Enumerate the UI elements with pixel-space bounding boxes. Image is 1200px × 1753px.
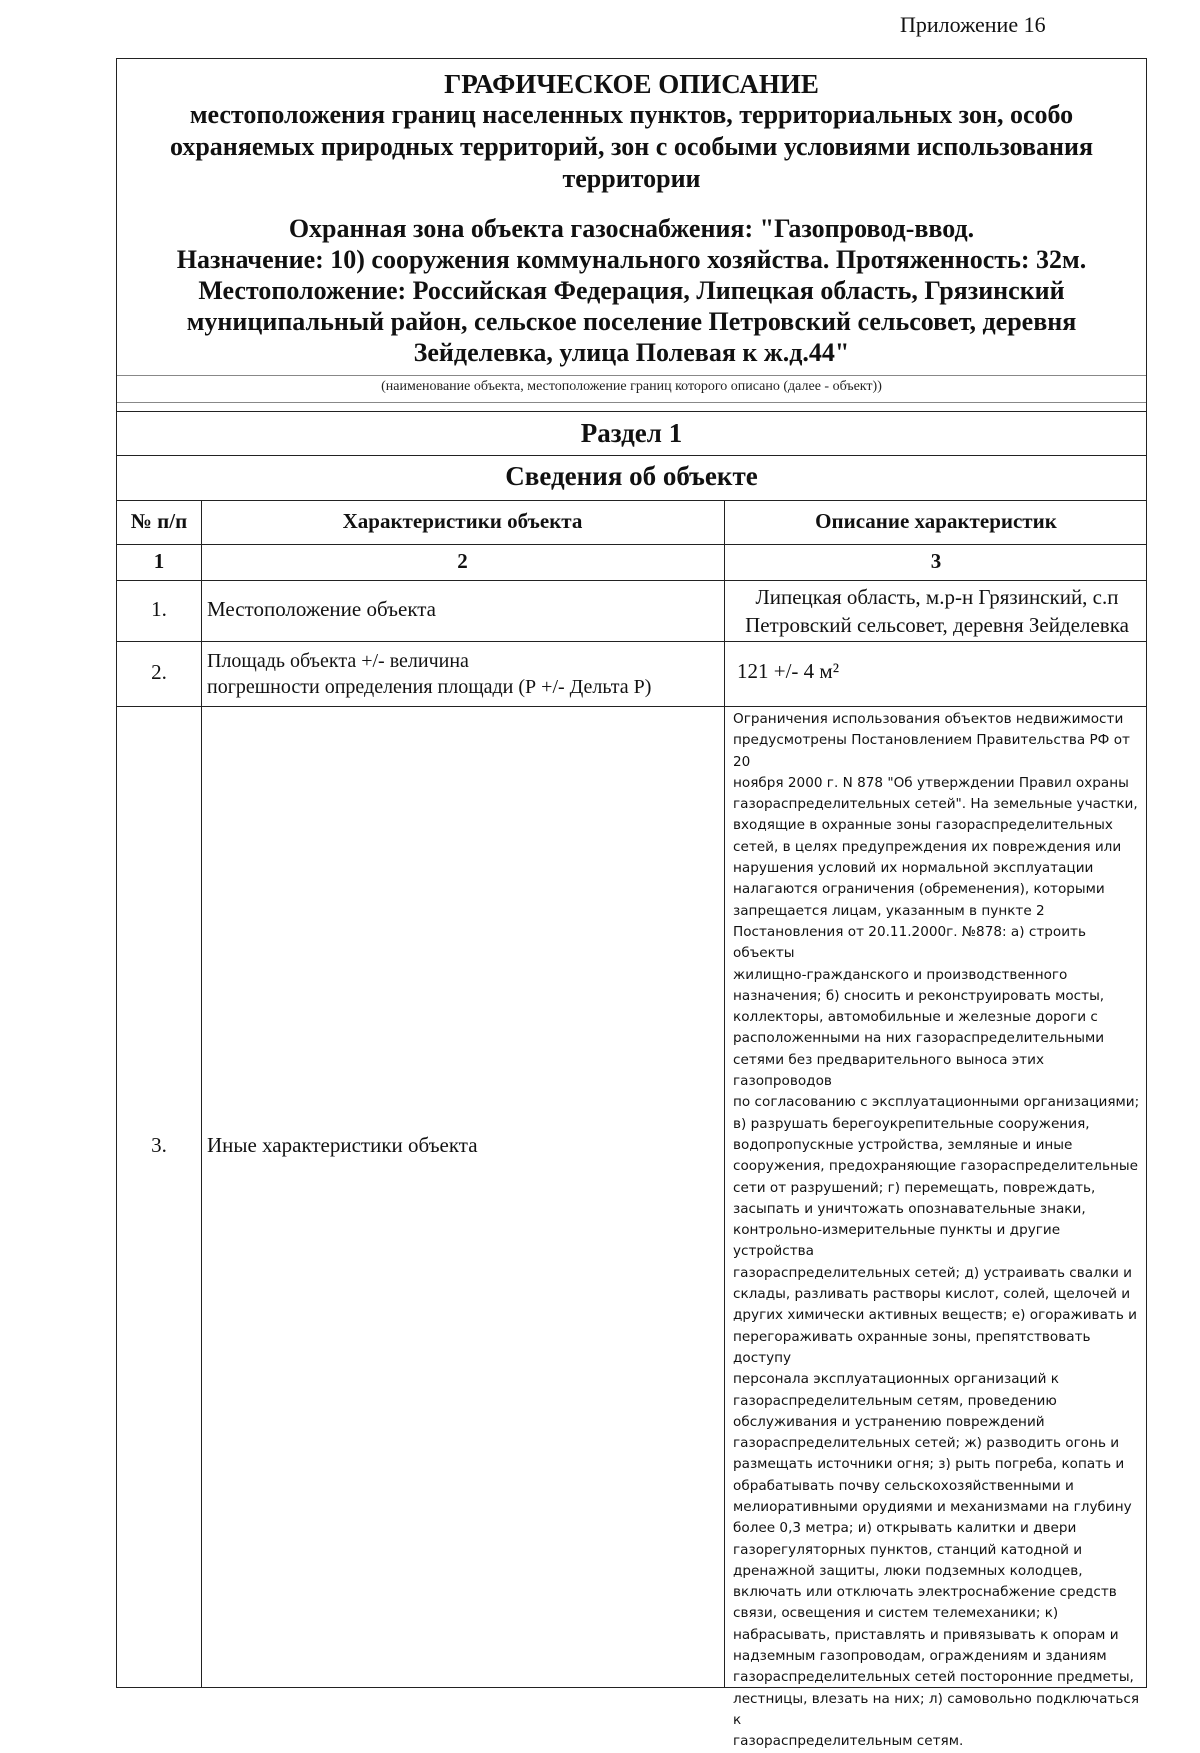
description-line: включать или отключать электроснабжение средств (733, 1584, 1117, 1601)
document-subtitle: местоположения границ населенных пунктов, территориальных зон, особо охраняемых природных территорий, зон с особыми условиями использования территории (169, 100, 1094, 193)
description-line: сети от разрушений; г) перемещать, повреждать, (733, 1179, 1096, 1196)
description-line: дренажной защиты, люки подземных колодцев, (733, 1562, 1083, 1579)
description-line: в) разрушать берегоукрепительные сооружения, (733, 1115, 1090, 1132)
description-line: более 0,3 метра; и) открывать калитки и двери (733, 1520, 1077, 1537)
description-line: по согласованию с эксплуатационными организациями; (733, 1094, 1140, 1111)
description-line: входящие в охранные зоны газораспределительных (733, 817, 1113, 834)
description-line: газораспределительных сетей; ж) разводить огонь и (733, 1435, 1120, 1452)
divider (117, 375, 1146, 376)
description-line: мелиоративными орудиями и механизмами на глубину (733, 1498, 1132, 1515)
table-column-border (201, 500, 202, 1687)
object-line: Зейделевка, улица Полевая к ж.д.44" (413, 338, 850, 367)
description-line: газораспределительных сетей посторонние предметы, (733, 1669, 1134, 1686)
description-line: газораспределительных сетей". На земельные участки, (733, 796, 1138, 813)
description-line: расположенными на них газораспределительными (733, 1030, 1105, 1047)
description-line: Липецкая область, м.р-н Грязинский, с.п (755, 585, 1119, 609)
object-name-note: (наименование объекта, местоположение границ которого описано (далее - объект)) (381, 379, 882, 394)
column-number: 2 (457, 549, 468, 573)
description-line: набрасывать, приставлять и привязывать к опорам и (733, 1626, 1119, 1643)
description-line: газораспределительных сетей; д) устраивать свалки и (733, 1264, 1132, 1281)
description-line: обрабатывать почву сельскохозяйственными и (733, 1477, 1074, 1494)
description-line: налагаются ограничения (обременения), которыми (733, 881, 1105, 898)
document-title: ГРАФИЧЕСКОЕ ОПИСАНИЕ (444, 69, 819, 99)
row-characteristic: Иные характеристики объекта (207, 1133, 478, 1157)
description-line: Ограничения использования объектов недвижимости (733, 711, 1124, 727)
divider (117, 411, 1146, 412)
description-line: газораспределительным сетям, проведению (733, 1392, 1057, 1409)
description-line: запрещается лицам, указанным в пункте 2 (733, 902, 1045, 919)
column-header-characteristic: Характеристики объекта (342, 509, 583, 533)
row-number: 3. (151, 1133, 167, 1157)
row-characteristic (207, 648, 722, 700)
description-line: газораспределительным сетям. (733, 1733, 964, 1750)
description-line: размещать источники огня; з) рыть погреба, копать и (733, 1456, 1125, 1473)
description-line: засыпать и уничтожать опознавательные знаки, (733, 1200, 1086, 1217)
object-description (117, 213, 1146, 368)
description-line: лестницы, влезать на них; л) самовольно подключаться к (733, 1690, 1140, 1728)
description-line: Постановления от 20.11.2000г. №878: а) строить объекты (733, 923, 1086, 962)
table-column-border (724, 500, 725, 1687)
description-line: сооружения, предохраняющие газораспределительные (733, 1158, 1138, 1175)
description-line: контрольно-измерительные пункты и другие устройства (733, 1222, 1061, 1260)
description-line: водопропускные устройства, земляные и иные (733, 1136, 1073, 1153)
document-frame (116, 58, 1147, 1750)
row-number: 2. (151, 660, 167, 684)
description-line: обслуживания и устранению повреждений (733, 1413, 1045, 1430)
description-line: жилищно-гражданского и производственного (733, 966, 1068, 983)
description-line: ноября 2000 г. N 878 "Об утверждении Правил охраны (733, 774, 1129, 791)
object-line: Местоположение: Российская Федерация, Липецкая область, Грязинский (198, 276, 1065, 305)
table-row-border (117, 706, 1146, 707)
description-line: предусмотрены Постановлением Правительства РФ от 20 (733, 732, 1130, 770)
description-line: сетей, в целях предупреждения их повреждения или (733, 838, 1122, 855)
object-line: муниципальный район, сельское поселение Петровский сельсовет, деревня (186, 307, 1077, 336)
table-row-border (117, 641, 1146, 642)
section-title: Раздел 1 (580, 418, 683, 448)
description-line: других химически активных веществ; е) огораживать и (733, 1307, 1137, 1324)
description-line: нарушения условий их нормальной эксплуатации (733, 860, 1094, 877)
row-number: 1. (151, 597, 167, 621)
row-description: 121 +/- 4 м² (737, 659, 840, 683)
row-characteristic: Местоположение объекта (207, 597, 437, 621)
section-subtitle: Сведения об объекте (505, 461, 758, 491)
row-description (733, 709, 1145, 1753)
table-top-border (117, 500, 1146, 501)
column-number: 3 (930, 549, 942, 573)
appendix-label: Приложение 16 (900, 12, 1046, 37)
description-line: газорегуляторных пунктов, станций катодной и (733, 1541, 1083, 1558)
description-line: сетями без предварительного выноса этих газопроводов (733, 1051, 1045, 1090)
table-row-border (117, 544, 1146, 545)
description-line: перегораживать охранные зоны, препятствовать доступу (733, 1328, 1091, 1366)
divider (117, 455, 1146, 456)
object-line: Назначение: 10) сооружения коммунального хозяйства. Протяженность: 32м. (176, 245, 1087, 274)
column-header-number: № п/п (130, 509, 188, 533)
description-line: надземным газопроводам, ограждениям и зданиям (733, 1648, 1107, 1665)
row-description (729, 583, 1145, 639)
description-line: назначения; б) сносить и реконструировать мосты, (733, 987, 1105, 1004)
document-header (117, 59, 1146, 368)
object-line: Охранная зона объекта газоснабжения: "Газопровод-ввод. (288, 214, 975, 243)
characteristic-line: погрешности определения площади (Р +/- Дельта Р) (207, 676, 652, 698)
characteristic-line: Площадь объекта +/- величина (207, 650, 469, 672)
divider (117, 402, 1146, 403)
column-header-description: Описание характеристик (815, 509, 1057, 533)
description-line: склады, разливать растворы кислот, солей, щелочей и (733, 1286, 1131, 1303)
description-line: коллекторы, автомобильные и железные дороги с (733, 1009, 1098, 1026)
description-line: персонала эксплуатационных организаций к (733, 1371, 1060, 1388)
column-number: 1 (153, 549, 165, 573)
description-line: связи, освещения и систем телемеханики; к) (733, 1605, 1059, 1622)
table-row-border (117, 580, 1146, 581)
description-line: Петровский сельсовет, деревня Зейделевка (745, 613, 1129, 637)
